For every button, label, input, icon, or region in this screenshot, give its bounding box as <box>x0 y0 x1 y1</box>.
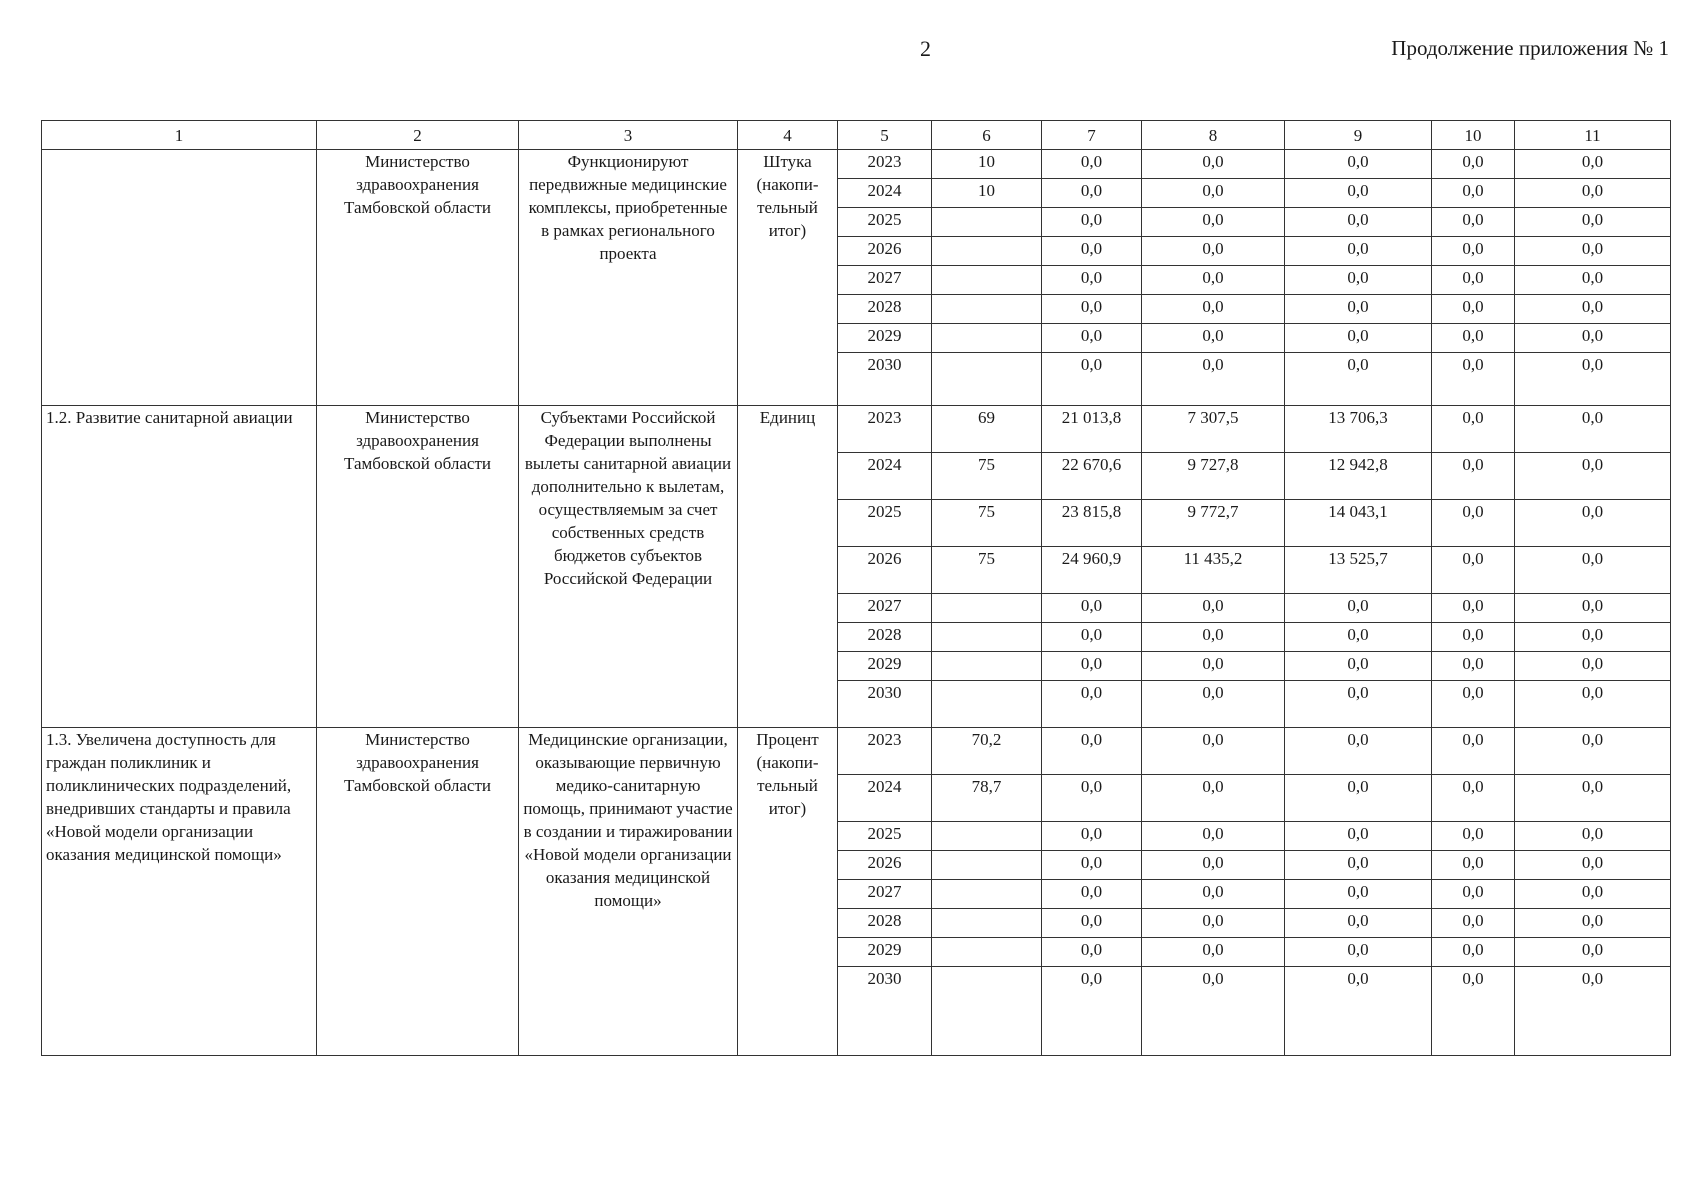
column-number: 3 <box>519 121 738 150</box>
indicator-value: 69 <box>932 406 1042 453</box>
unit-of-measure: Штука (накопи-тельный итог) <box>738 150 838 406</box>
amount-cell: 0,0 <box>1142 353 1285 406</box>
indicator-value <box>932 822 1042 851</box>
amount-cell: 0,0 <box>1515 623 1671 652</box>
indicator-value: 75 <box>932 500 1042 547</box>
amount-cell: 0,0 <box>1142 822 1285 851</box>
amount-cell: 0,0 <box>1515 208 1671 237</box>
indicator-value <box>932 237 1042 266</box>
page-number: 2 <box>920 36 931 61</box>
amount-cell: 0,0 <box>1285 880 1432 909</box>
amount-cell: 0,0 <box>1142 775 1285 822</box>
amount-cell: 0,0 <box>1432 266 1515 295</box>
column-number: 1 <box>42 121 317 150</box>
year-cell: 2028 <box>838 623 932 652</box>
amount-cell: 0,0 <box>1285 208 1432 237</box>
amount-cell: 0,0 <box>1042 594 1142 623</box>
indicator-value <box>932 594 1042 623</box>
indicator-value: 78,7 <box>932 775 1042 822</box>
amount-cell: 0,0 <box>1142 938 1285 967</box>
indicator-value <box>932 851 1042 880</box>
year-cell: 2024 <box>838 775 932 822</box>
amount-cell: 11 435,2 <box>1142 547 1285 594</box>
amount-cell: 0,0 <box>1515 967 1671 1056</box>
amount-cell: 0,0 <box>1042 652 1142 681</box>
amount-cell: 0,0 <box>1285 324 1432 353</box>
amount-cell: 24 960,9 <box>1042 547 1142 594</box>
indicator-value <box>932 353 1042 406</box>
amount-cell: 0,0 <box>1515 150 1671 179</box>
year-cell: 2026 <box>838 547 932 594</box>
amount-cell: 0,0 <box>1042 353 1142 406</box>
result-description: Субъектами Российской Федерации выполнены вылеты санитарной авиации дополнительно к вылетам, осуществляемым за счет собственных средств бюджетов субъектов Российской Федерации <box>519 406 738 728</box>
appendix-table <box>41 120 1671 1056</box>
indicator-value: 10 <box>932 150 1042 179</box>
amount-cell: 0,0 <box>1515 938 1671 967</box>
amount-cell: 0,0 <box>1285 237 1432 266</box>
column-numbers-row <box>42 121 1671 150</box>
indicator-value <box>932 623 1042 652</box>
amount-cell: 0,0 <box>1432 406 1515 453</box>
amount-cell: 0,0 <box>1285 623 1432 652</box>
year-cell: 2029 <box>838 324 932 353</box>
year-cell: 2028 <box>838 295 932 324</box>
amount-cell: 0,0 <box>1042 237 1142 266</box>
column-number: 7 <box>1042 121 1142 150</box>
year-cell: 2030 <box>838 353 932 406</box>
amount-cell: 9 727,8 <box>1142 453 1285 500</box>
amount-cell: 0,0 <box>1142 266 1285 295</box>
amount-cell: 0,0 <box>1515 681 1671 728</box>
amount-cell: 0,0 <box>1042 179 1142 208</box>
amount-cell: 0,0 <box>1432 851 1515 880</box>
indicator-value <box>932 681 1042 728</box>
amount-cell: 0,0 <box>1042 150 1142 179</box>
amount-cell: 0,0 <box>1432 179 1515 208</box>
amount-cell: 0,0 <box>1432 150 1515 179</box>
result-description: Медицинские организации, оказывающие первичную медико-санитарную помощь, принимают участие в создании и тиражировании «Новой модели организации оказания медицинской помощи» <box>519 728 738 1056</box>
amount-cell: 0,0 <box>1432 880 1515 909</box>
amount-cell: 0,0 <box>1142 295 1285 324</box>
amount-cell: 0,0 <box>1515 880 1671 909</box>
year-cell: 2023 <box>838 406 932 453</box>
indicator-value <box>932 295 1042 324</box>
amount-cell: 0,0 <box>1285 681 1432 728</box>
indicator-value <box>932 938 1042 967</box>
amount-cell: 0,0 <box>1142 324 1285 353</box>
amount-cell: 21 013,8 <box>1042 406 1142 453</box>
table-row <box>42 150 1671 179</box>
amount-cell: 0,0 <box>1042 681 1142 728</box>
column-number: 9 <box>1285 121 1432 150</box>
year-cell: 2025 <box>838 822 932 851</box>
year-cell: 2027 <box>838 266 932 295</box>
amount-cell: 0,0 <box>1432 652 1515 681</box>
amount-cell: 0,0 <box>1432 909 1515 938</box>
amount-cell: 0,0 <box>1432 822 1515 851</box>
indicator-value <box>932 880 1042 909</box>
responsible-executor: Министерство здравоохранения Тамбовской области <box>317 406 519 728</box>
amount-cell: 9 772,7 <box>1142 500 1285 547</box>
amount-cell: 0,0 <box>1142 594 1285 623</box>
appendix-continuation-title: Продолжение приложения № 1 <box>1391 36 1669 60</box>
amount-cell: 0,0 <box>1042 822 1142 851</box>
indicator-value <box>932 324 1042 353</box>
amount-cell: 0,0 <box>1515 295 1671 324</box>
amount-cell: 12 942,8 <box>1285 453 1432 500</box>
amount-cell: 0,0 <box>1515 909 1671 938</box>
amount-cell: 0,0 <box>1142 967 1285 1056</box>
amount-cell: 0,0 <box>1142 623 1285 652</box>
amount-cell: 0,0 <box>1515 851 1671 880</box>
amount-cell: 0,0 <box>1042 266 1142 295</box>
year-cell: 2026 <box>838 851 932 880</box>
amount-cell: 0,0 <box>1042 775 1142 822</box>
amount-cell: 0,0 <box>1285 967 1432 1056</box>
amount-cell: 0,0 <box>1285 150 1432 179</box>
amount-cell: 0,0 <box>1515 266 1671 295</box>
amount-cell: 0,0 <box>1515 237 1671 266</box>
amount-cell: 14 043,1 <box>1285 500 1432 547</box>
column-number: 4 <box>738 121 838 150</box>
amount-cell: 0,0 <box>1432 547 1515 594</box>
amount-cell: 7 307,5 <box>1142 406 1285 453</box>
year-cell: 2027 <box>838 880 932 909</box>
amount-cell: 0,0 <box>1432 295 1515 324</box>
year-cell: 2025 <box>838 500 932 547</box>
amount-cell: 13 706,3 <box>1285 406 1432 453</box>
amount-cell: 0,0 <box>1515 406 1671 453</box>
responsible-executor: Министерство здравоохранения Тамбовской области <box>317 728 519 1056</box>
amount-cell: 0,0 <box>1515 324 1671 353</box>
amount-cell: 0,0 <box>1515 652 1671 681</box>
amount-cell: 23 815,8 <box>1042 500 1142 547</box>
amount-cell: 0,0 <box>1142 237 1285 266</box>
unit-of-measure: Единиц <box>738 406 838 728</box>
amount-cell: 0,0 <box>1142 851 1285 880</box>
year-cell: 2024 <box>838 179 932 208</box>
amount-cell: 0,0 <box>1042 909 1142 938</box>
year-cell: 2030 <box>838 681 932 728</box>
amount-cell: 0,0 <box>1042 623 1142 652</box>
year-cell: 2030 <box>838 967 932 1056</box>
amount-cell: 0,0 <box>1285 266 1432 295</box>
amount-cell: 0,0 <box>1432 500 1515 547</box>
amount-cell: 0,0 <box>1042 295 1142 324</box>
table-row <box>42 728 1671 775</box>
amount-cell: 0,0 <box>1432 681 1515 728</box>
indicator-value <box>932 266 1042 295</box>
column-number: 8 <box>1142 121 1285 150</box>
amount-cell: 0,0 <box>1042 728 1142 775</box>
amount-cell: 0,0 <box>1142 681 1285 728</box>
amount-cell: 0,0 <box>1515 353 1671 406</box>
indicator-value: 10 <box>932 179 1042 208</box>
amount-cell: 0,0 <box>1285 728 1432 775</box>
year-cell: 2029 <box>838 938 932 967</box>
amount-cell: 0,0 <box>1285 938 1432 967</box>
table-row <box>42 406 1671 453</box>
amount-cell: 0,0 <box>1432 728 1515 775</box>
column-number: 6 <box>932 121 1042 150</box>
amount-cell: 0,0 <box>1285 179 1432 208</box>
responsible-executor: Министерство здравоохранения Тамбовской области <box>317 150 519 406</box>
amount-cell: 0,0 <box>1142 652 1285 681</box>
measure-name: 1.3. Увеличена доступность для граждан поликлиник и поликлинических подразделений, внедривших стандарты и правила «Новой модели организации оказания медицинской помощи» <box>42 728 317 1056</box>
indicator-value <box>932 909 1042 938</box>
amount-cell: 0,0 <box>1285 909 1432 938</box>
measure-name: 1.2. Развитие санитарной авиации <box>42 406 317 728</box>
column-number: 5 <box>838 121 932 150</box>
amount-cell: 0,0 <box>1142 728 1285 775</box>
year-cell: 2023 <box>838 150 932 179</box>
amount-cell: 0,0 <box>1432 594 1515 623</box>
amount-cell: 0,0 <box>1285 594 1432 623</box>
amount-cell: 0,0 <box>1432 623 1515 652</box>
amount-cell: 0,0 <box>1142 179 1285 208</box>
amount-cell: 0,0 <box>1042 938 1142 967</box>
amount-cell: 0,0 <box>1285 822 1432 851</box>
amount-cell: 0,0 <box>1432 775 1515 822</box>
column-number: 10 <box>1432 121 1515 150</box>
amount-cell: 0,0 <box>1042 208 1142 237</box>
amount-cell: 0,0 <box>1515 775 1671 822</box>
amount-cell: 0,0 <box>1142 880 1285 909</box>
amount-cell: 22 670,6 <box>1042 453 1142 500</box>
amount-cell: 0,0 <box>1515 453 1671 500</box>
amount-cell: 0,0 <box>1285 353 1432 406</box>
amount-cell: 0,0 <box>1285 851 1432 880</box>
year-cell: 2029 <box>838 652 932 681</box>
amount-cell: 0,0 <box>1142 208 1285 237</box>
column-number: 2 <box>317 121 519 150</box>
amount-cell: 0,0 <box>1142 150 1285 179</box>
amount-cell: 0,0 <box>1515 547 1671 594</box>
amount-cell: 0,0 <box>1515 728 1671 775</box>
amount-cell: 0,0 <box>1432 967 1515 1056</box>
amount-cell: 0,0 <box>1285 652 1432 681</box>
year-cell: 2028 <box>838 909 932 938</box>
result-description: Функционируют передвижные медицинские комплексы, приобретенные в рамках регионального проекта <box>519 150 738 406</box>
amount-cell: 0,0 <box>1515 179 1671 208</box>
amount-cell: 0,0 <box>1042 967 1142 1056</box>
column-number: 11 <box>1515 121 1671 150</box>
indicator-value <box>932 208 1042 237</box>
amount-cell: 0,0 <box>1515 594 1671 623</box>
measure-name <box>42 150 317 406</box>
year-cell: 2025 <box>838 208 932 237</box>
amount-cell: 0,0 <box>1042 880 1142 909</box>
year-cell: 2023 <box>838 728 932 775</box>
amount-cell: 0,0 <box>1515 822 1671 851</box>
amount-cell: 0,0 <box>1432 453 1515 500</box>
amount-cell: 0,0 <box>1432 237 1515 266</box>
amount-cell: 0,0 <box>1042 324 1142 353</box>
year-cell: 2024 <box>838 453 932 500</box>
amount-cell: 0,0 <box>1285 775 1432 822</box>
amount-cell: 0,0 <box>1432 353 1515 406</box>
amount-cell: 0,0 <box>1515 500 1671 547</box>
indicator-value: 70,2 <box>932 728 1042 775</box>
indicator-value <box>932 652 1042 681</box>
year-cell: 2026 <box>838 237 932 266</box>
year-cell: 2027 <box>838 594 932 623</box>
amount-cell: 0,0 <box>1432 324 1515 353</box>
amount-cell: 0,0 <box>1285 295 1432 324</box>
unit-of-measure: Процент (накопи-тельный итог) <box>738 728 838 1056</box>
amount-cell: 0,0 <box>1042 851 1142 880</box>
indicator-value <box>932 967 1042 1056</box>
amount-cell: 0,0 <box>1432 938 1515 967</box>
amount-cell: 0,0 <box>1142 909 1285 938</box>
indicator-value: 75 <box>932 547 1042 594</box>
amount-cell: 0,0 <box>1432 208 1515 237</box>
amount-cell: 13 525,7 <box>1285 547 1432 594</box>
indicator-value: 75 <box>932 453 1042 500</box>
